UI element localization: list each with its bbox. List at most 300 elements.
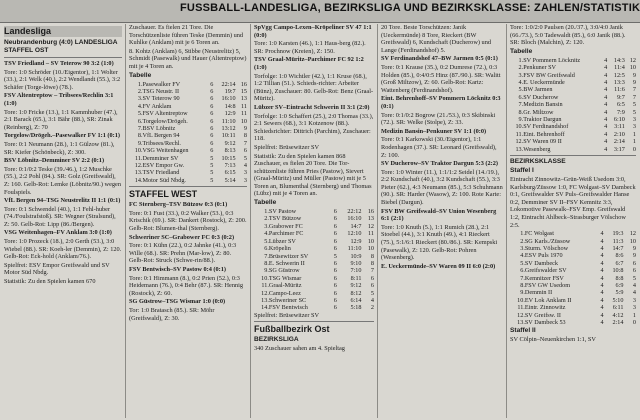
table-cell: 4	[632, 282, 636, 290]
table-cell: 14:8	[224, 102, 236, 110]
table-cell: 4.	[137, 102, 143, 110]
table-cell: 9.	[520, 289, 525, 297]
table-cell: E. Ueckermünde	[523, 79, 565, 86]
table-cell: 6	[210, 102, 214, 110]
table-row	[510, 267, 636, 274]
table-cell: Medizin Bansin	[523, 101, 563, 109]
table-row	[510, 79, 636, 86]
report-paragraph: Tore: 0:1 Neumann (28.), 1:1 Gülzow (81.), SR: Kiefer (Schönbeck), Z: 300.	[4, 140, 115, 156]
table-cell: 11.	[515, 130, 524, 138]
report-paragraph: Tore: 0:1 Karkowski (30./Eigentor), 1:1 Rodenhagen (37.). SR: Leonard (Greifswald), Z: 100.	[381, 136, 497, 159]
table-cell: 3.	[520, 245, 525, 253]
report-paragraph: TSV Graal-Müritz–Parchimer FC 92 1:2 (1:0)	[254, 56, 364, 71]
table-cell: 11.	[517, 304, 525, 312]
table-cell: Pasewalker FV	[142, 80, 181, 88]
table-cell: 4	[600, 252, 604, 260]
table-cell: 6	[210, 87, 214, 95]
table-cell: E. Schwerin II	[268, 259, 305, 267]
table-cell: Graal-Müritz	[268, 282, 302, 290]
table-row	[129, 118, 247, 125]
report-paragraph: SpVgg Campo-Lexen–Kröpeliner SV 47 1:1 (0:0)	[254, 24, 372, 39]
table-cell: 1.	[137, 80, 143, 88]
table-cell: 7:13	[224, 162, 236, 170]
divider	[4, 57, 122, 58]
table-cell: 8.	[137, 132, 143, 140]
table-cell: 1	[632, 138, 636, 146]
table-row	[129, 147, 247, 154]
table-row	[510, 57, 636, 64]
table-cell: 5.	[137, 110, 143, 118]
report-paragraph: SV Ferdinandshof 47–BW Jarmen 0:5 (0:1)	[381, 55, 498, 63]
table-cell: 12.	[261, 289, 269, 297]
table-cell: 8:12	[350, 289, 362, 297]
table-cell: 10	[367, 237, 374, 245]
page-header	[0, 0, 640, 23]
column-divider	[506, 24, 507, 418]
table-cell: 7:10	[350, 267, 362, 275]
table-cell: FSV BW Greifswald	[523, 71, 575, 79]
table-cell: Demminer SV	[142, 154, 179, 162]
table-cell: 4	[243, 162, 247, 170]
report-paragraph: Spielfrei: Brüsewitzer SV	[254, 143, 320, 151]
table-cell: 5	[632, 274, 636, 282]
table-cell: SG Karls./Züssow	[524, 237, 571, 245]
divider	[510, 155, 636, 156]
bezirksklasse-title: BEZIRKSKLASSE	[510, 158, 566, 166]
column-divider	[377, 24, 378, 418]
table-cell: 2:14	[612, 319, 624, 327]
table-cell: VfL Bergen 94	[142, 132, 180, 140]
table-cell: 3	[632, 304, 636, 312]
table-cell: 6	[243, 147, 247, 155]
table-cell: 12	[629, 56, 636, 64]
table-cell: 5	[632, 108, 636, 116]
table-cell: 9	[243, 125, 247, 132]
table-cell: SV Pommern Löcknitz	[523, 56, 581, 64]
table-cell: 11:6	[614, 86, 625, 94]
table-cell: 6	[210, 139, 214, 147]
table-cell: 6	[333, 245, 337, 253]
column-divider	[125, 24, 126, 418]
table-cell: 8:8	[615, 274, 624, 282]
table-row	[510, 86, 636, 93]
table-cell: 4.	[520, 252, 525, 260]
table-cell: 4	[600, 267, 604, 275]
table-cell: ESV Empor Gw.	[142, 162, 185, 170]
table-cell: 8.	[520, 282, 525, 290]
table-cell: 6	[333, 304, 337, 312]
table-row	[510, 72, 636, 79]
table-cell: 9.	[264, 267, 269, 275]
table-cell: 0	[632, 319, 636, 327]
table-cell: 5.	[520, 259, 525, 267]
table-row	[510, 245, 636, 252]
table-cell: 16:10	[221, 95, 236, 103]
table-cell: FSV Bentwisch	[268, 304, 308, 312]
table-cell: 4	[604, 145, 608, 153]
table-row	[510, 64, 636, 71]
report-paragraph: Tore: 1:0 Schröder (10./Eigentor), 1:1 Wolter (33.), 2:1 Welk (40.), 2:2 Wendlandt (55.), 3:2 Schäfer (Torge-löwe) (78.).	[4, 68, 121, 91]
table-cell: 13.	[515, 145, 524, 153]
match-reports	[129, 201, 247, 322]
table-cell: 5	[333, 252, 337, 260]
team-header: Neubrandenburg (4:0) LANDESLIGA STAFFEL OST	[4, 39, 118, 54]
table-cell: 5	[243, 154, 247, 162]
table-cell: Traktor Dargun	[523, 116, 562, 124]
column-staffel-west	[254, 24, 374, 418]
table-cell: 14:7	[612, 245, 624, 253]
table-cell: 13.	[261, 296, 269, 304]
table-cell: 6:15	[224, 169, 236, 177]
table-row	[129, 88, 247, 95]
intro-text: Zuschauer. Es fielen 21 Tore. Die Torschützenliste führen Teske (Demmin) und Kuhlke (Anklam) mit je 6 Toren an.	[129, 24, 244, 47]
table-cell: 12:9	[350, 237, 362, 245]
report-paragraph: Statistik: Zu den Spielen kamen 670	[4, 278, 96, 286]
table-cell: 5.	[264, 237, 269, 245]
table-cell: 4	[604, 56, 608, 64]
standings-table-bezirksliga	[510, 57, 636, 153]
table-row	[254, 245, 374, 252]
table-cell: EV Lok Anklam II	[524, 296, 572, 304]
table-cell: 11:4	[614, 64, 625, 72]
table-cell: Wesenberg	[523, 145, 551, 153]
column-bezirksklasse	[510, 24, 636, 418]
report-paragraph: SG Güstrow–TSG Wismar 1:0 (0:0)	[129, 298, 226, 306]
table-cell: SG Güstrow	[268, 267, 300, 275]
table-row	[510, 138, 636, 145]
report-paragraph: FSV Altentreptow – Tribsees/Rechlin 3:1 (1:0)	[4, 92, 114, 107]
report-paragraph: Tore: 0:1 Himmann (8.), 0:2 Prien (52.), 0:3 Heidemann (76.), 0:4 Behr (87.). SR: Hennig (Rostock), Z: 60.	[129, 274, 244, 297]
table-cell: 10.	[261, 274, 269, 282]
table-cell: 4	[600, 311, 604, 319]
table-cell: 8	[370, 259, 374, 267]
table-cell: 6:11	[612, 304, 624, 312]
table-row	[254, 253, 374, 260]
table-cell: 12:10	[347, 230, 362, 238]
table-cell: 4	[600, 230, 604, 238]
table-cell: 13	[367, 215, 374, 223]
table-row	[129, 125, 247, 132]
table-cell: 9:12	[224, 139, 236, 147]
table-cell: 4.	[518, 79, 524, 86]
table-row	[129, 169, 247, 176]
table-cell: Schweriner SC	[268, 296, 307, 304]
table-cell: 9	[632, 79, 636, 86]
table-cell: 4	[604, 116, 608, 124]
table-row	[510, 123, 636, 130]
table-cell: 10:11	[221, 132, 236, 140]
table-row	[254, 304, 374, 311]
table-cell: 3:17	[613, 145, 625, 153]
table-cell: 11.	[134, 154, 143, 162]
table-cell: 6	[210, 125, 214, 132]
table-cell: 4	[600, 319, 604, 327]
table-cell: 4	[604, 138, 608, 146]
table-row	[129, 177, 247, 184]
table-cell: 6	[210, 132, 214, 140]
table-cell: 6	[333, 267, 337, 275]
report-paragraph: Tore: 0:1 Krause (35.), 0:2 Dumrese (72.), 0:3 Holden (85.), 0:4/0:5 Hinz (87./90.). SR: Walitt (Groß Miltzow), Z: 60. Gelb-Rot: Kartz: Wattenberg (Ferdinandshof).	[381, 63, 501, 94]
table-cell: 6	[370, 282, 374, 290]
divider	[129, 186, 247, 187]
table-cell: 6:7	[615, 259, 624, 267]
report-paragraph: VfL Bergen 94–TSG Neustrelitz II 1:1 (0:1)	[4, 197, 121, 205]
table-row	[510, 116, 636, 123]
table-cell: Gr. Miltzow	[523, 108, 554, 116]
table-cell: 11:10	[347, 245, 362, 253]
table-cell: 11:10	[221, 117, 236, 125]
report-paragraph: Medizin Bansin–Penkuner SV 1:1 (0:0)	[381, 127, 487, 135]
table-row	[510, 297, 636, 304]
table-row	[254, 275, 374, 282]
table-row	[254, 223, 374, 230]
table-cell: Kemnitzer FSV	[524, 274, 564, 282]
table-row	[129, 155, 247, 162]
table-row	[510, 238, 636, 245]
table-cell: 11:3	[612, 237, 624, 245]
table-cell: 12.	[517, 311, 525, 319]
table-cell: 9	[632, 245, 636, 253]
table-row	[129, 103, 247, 110]
table-cell: 10.	[515, 123, 524, 131]
intro-text: Tore: 1:0/2:0 Paulsen (20./37.), 3:0/4:0 Janik (66./73.), 5:0 Tadewaldt (85.), 6:0 Janik (88.). SR: Bloch (Malchin), Z: 120.	[510, 24, 626, 47]
table-cell: 6:5	[616, 101, 625, 109]
table-cell: 6	[210, 80, 214, 88]
table-cell: 11.	[261, 282, 269, 290]
table-cell: TSG Neustr. II	[142, 87, 180, 95]
match-reports	[4, 60, 122, 286]
table-cell: 6	[333, 282, 337, 290]
table-cell: 6	[632, 267, 636, 275]
table-cell: 3	[632, 116, 636, 124]
table-cell: 9:12	[350, 282, 362, 290]
report-paragraph: Torfolge: 1:0 Schaffert (25.), 2:0 Thomas (33.), 2:1 Sewers (68.), 3:1 Kotzenow (88.). Schiedsrichter: Dittrich (Parchim), Zuschauer: 118.	[254, 112, 374, 143]
table-cell: 9	[632, 71, 636, 79]
table-cell: 4:12	[612, 311, 624, 319]
page-title: FUSSBALL-LANDESLIGA, BEZIRKSLIGA UND BEZIRKSKLASSE: ZAHLEN/STATISTIK	[180, 2, 640, 14]
table-cell: 6:9	[615, 282, 624, 290]
staffel-results: Eintracht Zinnowitz–Grün-Weiß Usedom 3:0, Karlsburg/Züssow 1:0, FC Wolgast–SV Dambeck 0:1, Greifswalder SV Puls–Greifswalder Hanse 0:2, Demminer SV II–FSV Kemnitz 3:3, Lokomotive Pasewalk–FSV Emp. Greifswald 1:2, Eintracht Ahlbeck–Strasburger Völschow 2:5.	[510, 176, 636, 229]
column-landesliga-tabelle	[129, 24, 247, 418]
report-paragraph: VSG Weitenhagen–FV Anklam 3:0 (1:0)	[4, 229, 112, 237]
column-bezirksliga	[381, 24, 503, 418]
table-cell: Grabower FC	[268, 222, 303, 230]
table-cell: 9	[632, 252, 636, 260]
table-cell: 4.	[264, 230, 269, 238]
table-cell: 7:9	[616, 108, 625, 116]
table-cell: 1	[632, 130, 636, 138]
table-cell: 10:9	[350, 252, 362, 260]
table-cell: 6.	[137, 117, 143, 125]
table-cell: 10.	[134, 147, 143, 155]
table-title: Tabelle	[510, 47, 533, 55]
table-cell: 3	[243, 169, 247, 177]
table-cell: 4	[600, 296, 604, 304]
table-title: Tabelle	[254, 199, 277, 207]
table-cell: Greifswalder SV	[524, 267, 567, 275]
column-landesliga-ost	[4, 24, 122, 418]
table-cell: 10	[240, 117, 247, 125]
report-paragraph: FC Sternberg–TSV Bützow 0:3 (0:1)	[129, 201, 228, 209]
table-cell: 4	[600, 237, 604, 245]
table-cell: Parchimer FC	[268, 230, 304, 238]
table-cell: 5	[210, 162, 214, 170]
table-cell: 3:11	[614, 123, 625, 131]
table-cell: SV Greifsw. II	[524, 311, 561, 319]
table-cell: 7	[243, 139, 247, 147]
table-cell: 11	[368, 230, 374, 238]
staffel2-title: Staffel II	[510, 326, 536, 334]
table-cell: Eintr. Zinnowitz	[524, 304, 566, 312]
scorers-text: 8. Kohtz (Anklam) 6, Stibbe (Neustrelitz) 5, Schmidt (Pasewalk) und Hauer (Altentreptow) mit je 4 Toren an.	[129, 47, 247, 70]
table-cell: 2.	[264, 215, 269, 223]
table-cell: 2	[370, 304, 374, 312]
table-cell: TSV Friedland	[142, 169, 180, 177]
table-cell: Torgelow/Drögeh.	[142, 117, 188, 125]
footer-line: Spielfrei: Brüsewitzer SV	[254, 311, 320, 319]
table-cell: 3.	[264, 222, 269, 230]
table-row	[254, 267, 374, 274]
table-cell: 8:6	[615, 252, 624, 260]
table-cell: Kröpelin	[268, 245, 291, 253]
table-cell: 10	[629, 237, 636, 245]
table-cell: 6	[333, 237, 337, 245]
bezirksliga-stat: 340 Zuschauer sahen am 4. Spieltag	[254, 345, 345, 353]
table-cell: SV Pastow	[268, 208, 297, 216]
table-row	[510, 252, 636, 259]
report-paragraph: FSV BW Greifswald–SV Union Wesenberg 6:1 (2:1)	[381, 207, 497, 223]
table-cell: 14.	[134, 176, 143, 184]
table-row	[129, 110, 247, 117]
table-cell: 5.	[518, 86, 524, 94]
table-row	[510, 304, 636, 311]
table-cell: 13.	[134, 169, 143, 177]
report-paragraph: Tore: 1:0 Winter (11.), 1:1/1:2 Seidel (14./19.), 2:2 Kundschaft (40.), 3:2 Kundschaft (55.), 3:3 Pieter (62.), 4:3 Neumann (85.), 5:3 Schuhmann (90.). SR: Harder (Wasow), Z: 100. Rote Karte: Biebel (Dargun).	[381, 168, 503, 207]
table-cell: Sturm. Völschow	[524, 245, 569, 253]
table-cell: TSV Bützow	[268, 215, 302, 223]
table-cell: 6	[333, 222, 337, 230]
table-cell: 4	[604, 123, 608, 131]
table-cell: FSV Altentreptow	[142, 110, 188, 118]
table-cell: 12	[629, 230, 636, 238]
report-paragraph: Tore: 0:1 Kühn (22.), 0:2 Jahnke (41.), 0:3 Wille (68.). SR: Prehn (Mar-low), Z: 80. Gelb-Rot: Struck (Schwe-rin/88.).	[129, 242, 237, 265]
table-cell: 8:11	[350, 274, 362, 282]
table-cell: 13	[240, 95, 247, 103]
table-cell: 4	[604, 71, 608, 79]
table-cell: 6	[333, 230, 337, 238]
report-paragraph: Tore: 0:1/0:2 Teske (39./46.), 1:2 Muschke (55.), 2:2 Pohl (84.). SR: Golz (Greifswald), Z: 160. Gelb-Rot: Lemke (Löbnitz/90.) wegen Foulspiels.	[4, 165, 121, 196]
table-cell: 6	[333, 274, 337, 282]
table-cell: 5:14	[224, 176, 236, 184]
staffel-west-title: STAFFEL WEST	[129, 189, 198, 200]
table-cell: 10	[367, 245, 374, 253]
table-cell: 4	[604, 79, 608, 86]
table-cell: 10:8	[612, 267, 624, 275]
table-cell: 6	[632, 259, 636, 267]
table-cell: 4	[604, 130, 608, 138]
table-row	[129, 95, 247, 102]
table-cell: 1.	[520, 230, 525, 238]
table-row	[254, 297, 374, 304]
table-cell: 4	[600, 274, 604, 282]
section-title: Landesliga	[4, 26, 122, 37]
table-cell: 5	[632, 101, 636, 109]
table-cell: 5:10	[612, 296, 624, 304]
report-paragraph: FSV Bentwisch–SV Pastow 0:4 (0:1)	[129, 266, 227, 273]
table-cell: 4	[600, 289, 604, 297]
table-cell: 11	[241, 110, 247, 118]
table-cell: 10.	[517, 296, 525, 304]
table-cell: 6	[210, 95, 214, 103]
table-cell: SV Dambeck	[524, 259, 558, 267]
table-cell: 6.	[520, 267, 525, 275]
table-cell: 8:13	[224, 147, 236, 155]
table-cell: Tribsees/Rechl.	[142, 139, 181, 147]
table-row	[510, 109, 636, 116]
table-cell: 4	[600, 304, 604, 312]
standings-table-ost	[129, 81, 247, 185]
table-cell: 2:14	[613, 138, 625, 146]
table-cell: 8.	[264, 259, 269, 267]
table-cell: 19:3	[612, 230, 624, 238]
table-cell: 22:14	[221, 80, 236, 88]
table-cell: 9:7	[616, 93, 625, 101]
table-cell: SV Ferdinandshof	[523, 123, 569, 131]
report-paragraph: Tore: 1:0 Knuth (5.), 1:1 Rumich (28.), 2:1 Stoebel (44.), 3:1 Knuth (49.), 4:1 Rieckert (75.), 5:1/6:1 Rieckert (80./86.). SR: Kempski (Pasewalk), Z: 120. Gelb-Rot: Pohren (Wesenberg).	[381, 223, 498, 262]
table-row	[510, 275, 636, 282]
report-paragraph: Tore: 0:1 Fust (33.), 0:2 Walker (53.), 0:3 Krischik (69.). SR: Dankert (Rostock), Z: 200. Gelb-Rot: Blumen-thal (Sternberg).	[129, 209, 247, 233]
table-cell: 6	[370, 274, 374, 282]
table-cell: 7	[632, 93, 636, 101]
match-reports	[254, 24, 374, 198]
table-cell: FC Wolgast	[524, 230, 554, 238]
table-cell: 6	[333, 259, 337, 267]
table-cell: 2.	[518, 64, 524, 72]
table-cell: 5	[210, 176, 214, 184]
table-cell: 13.	[517, 319, 525, 327]
table-cell: 6	[333, 296, 337, 304]
table-row	[510, 282, 636, 289]
table-row	[129, 132, 247, 139]
table-cell: 2.	[137, 87, 143, 95]
report-paragraph: Torgelow/Drögeh.–Pasewalker FV 1:1 (0:1)	[4, 132, 121, 140]
report-paragraph: Lübzer SV–Eintracht Schwerin II 3:1 (2:0)	[254, 103, 370, 111]
table-cell: 3.	[518, 71, 524, 79]
table-cell: 13:3	[613, 79, 625, 86]
table-cell: 6	[210, 117, 214, 125]
table-cell: 16:10	[347, 215, 362, 223]
table-row	[129, 162, 247, 169]
table-cell: 3	[243, 176, 247, 184]
report-paragraph: Schweriner SC–Grabower FC 0:3 (0:2)	[129, 233, 235, 241]
table-cell: 5:18	[350, 304, 362, 312]
match-reports	[381, 24, 503, 270]
table-row	[510, 230, 636, 237]
table-cell: SV Dambeck 53	[524, 319, 566, 327]
table-cell: 6.	[264, 245, 269, 253]
report-paragraph: Tore: 0:1 Schwendel (40.), 1:1 Fehl-huber (74./Foulstrafstoß). SR: Wegner (Stralsund), Z: 50. Gelb-Rot: Lipp (86./Bergen).	[4, 205, 116, 228]
table-cell: 14:7	[350, 222, 362, 230]
report-paragraph: TSV Friedland – SV Teterow 90 3:2 (1:0)	[4, 60, 114, 67]
table-cell: 4	[604, 64, 608, 72]
table-row	[254, 282, 374, 289]
table-cell: 6.	[518, 93, 524, 101]
table-cell: 9.	[137, 139, 143, 147]
bezirksliga-title: BEZIRKSLIGA	[254, 336, 299, 344]
table-cell: 2:10	[613, 130, 625, 138]
table-cell: 8	[243, 132, 247, 140]
report-paragraph: Spielfrei: ESV Empor Greifswald und SV Motor Süd Nbdg.	[4, 261, 110, 277]
